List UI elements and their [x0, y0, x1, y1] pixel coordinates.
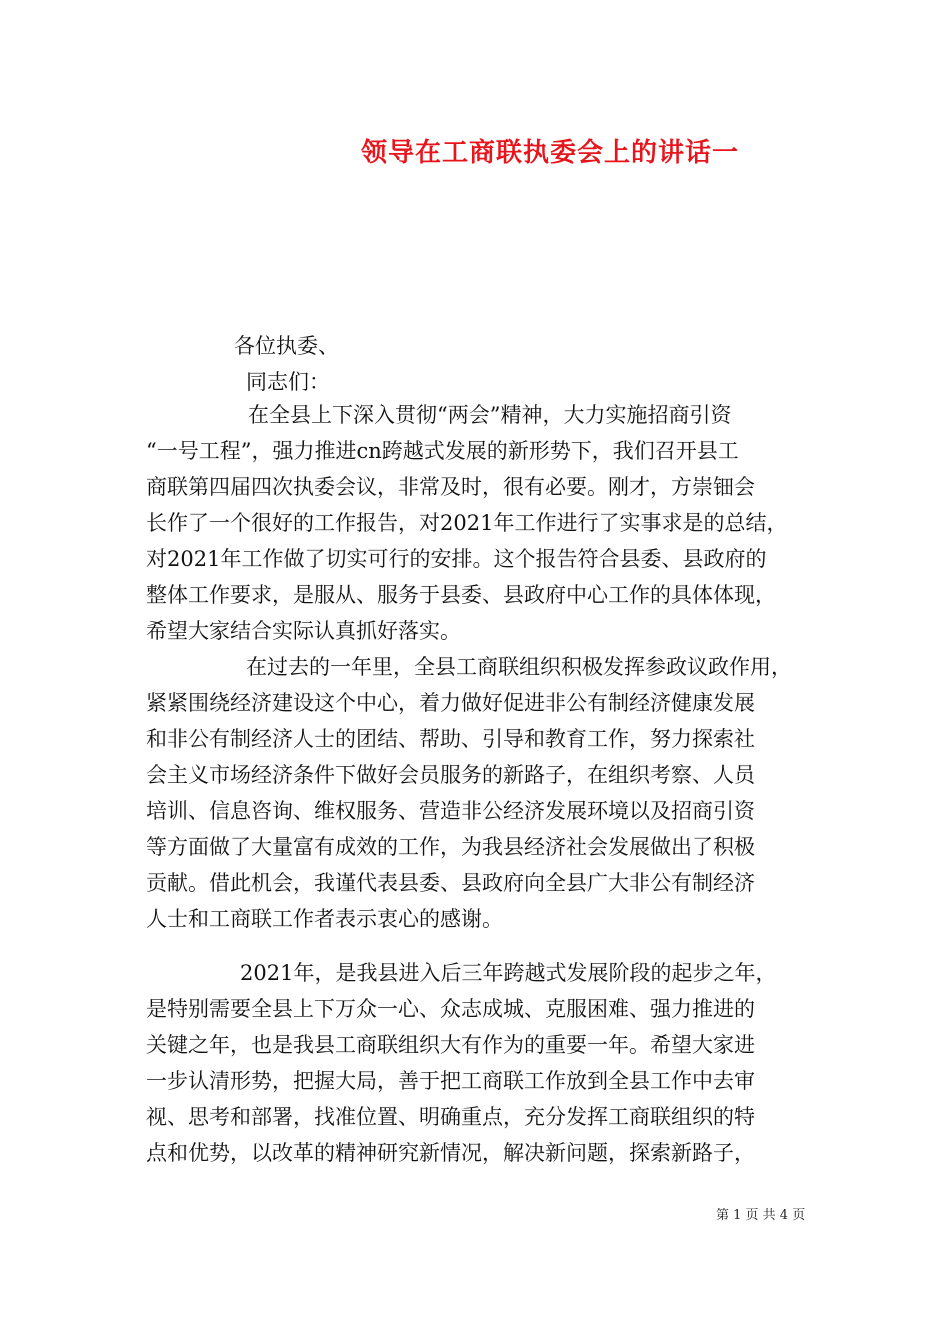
paragraph-line: 在过去的一年里，全县工商联组织积极发挥参政议政作用，: [246, 655, 792, 679]
paragraph-line: 是特别需要全县上下万众一心、众志成城、克服困难、强力推进的: [146, 997, 755, 1021]
paragraph-line: 希望大家结合实际认真抓好落实。: [146, 619, 461, 643]
salutation-line-2: 同志们：: [246, 370, 330, 394]
page-number-footer: 第 1 页 共 4 页: [716, 1208, 806, 1223]
paragraph-line: 在全县上下深入贯彻“两会”精神，大力实施招商引资: [248, 403, 732, 427]
salutation-line-1: 各位执委、: [234, 334, 339, 358]
paragraph-line: 紧紧围绕经济建设这个中心，着力做好促进非公有制经济健康发展: [146, 691, 755, 715]
paragraph-line: 整体工作要求，是服从、服务于县委、县政府中心工作的具体体现，: [146, 583, 776, 607]
paragraph-line: “一号工程”，强力推进cn跨越式发展的新形势下，我们召开县工: [146, 439, 739, 463]
paragraph-line: 关键之年，也是我县工商联组织大有作为的重要一年。希望大家进: [146, 1033, 755, 1057]
paragraph-line: 商联第四届四次执委会议，非常及时，很有必要。刚才，方崇钿会: [146, 475, 755, 499]
paragraph-line: 点和优势，以改革的精神研究新情况，解决新问题，探索新路子，: [146, 1141, 755, 1165]
paragraph-line: 等方面做了大量富有成效的工作，为我县经济社会发展做出了积极: [146, 835, 755, 859]
paragraph-line: 人士和工商联工作者表示衷心的感谢。: [146, 907, 503, 931]
paragraph-line: 2021年，是我县进入后三年跨越式发展阶段的起步之年，: [240, 961, 777, 985]
paragraph-line: 长作了一个很好的工作报告，对2021年工作进行了实事求是的总结，: [146, 511, 788, 535]
paragraph-line: 培训、信息咨询、维权服务、营造非公经济发展环境以及招商引资: [146, 799, 755, 823]
paragraph-line: 对2021年工作做了切实可行的安排。这个报告符合县委、县政府的: [146, 547, 767, 571]
paragraph-line: 贡献。借此机会，我谨代表县委、县政府向全县广大非公有制经济: [146, 871, 755, 895]
document-title: 领导在工商联执委会上的讲话一: [360, 138, 739, 168]
paragraph-line: 视、思考和部署，找准位置、明确重点，充分发挥工商联组织的特: [146, 1105, 755, 1129]
paragraph-line: 和非公有制经济人士的团结、帮助、引导和教育工作，努力探索社: [146, 727, 755, 751]
paragraph-line: 会主义市场经济条件下做好会员服务的新路子，在组织考察、人员: [146, 763, 755, 787]
paragraph-line: 一步认清形势，把握大局，善于把工商联工作放到全县工作中去审: [146, 1069, 755, 1093]
